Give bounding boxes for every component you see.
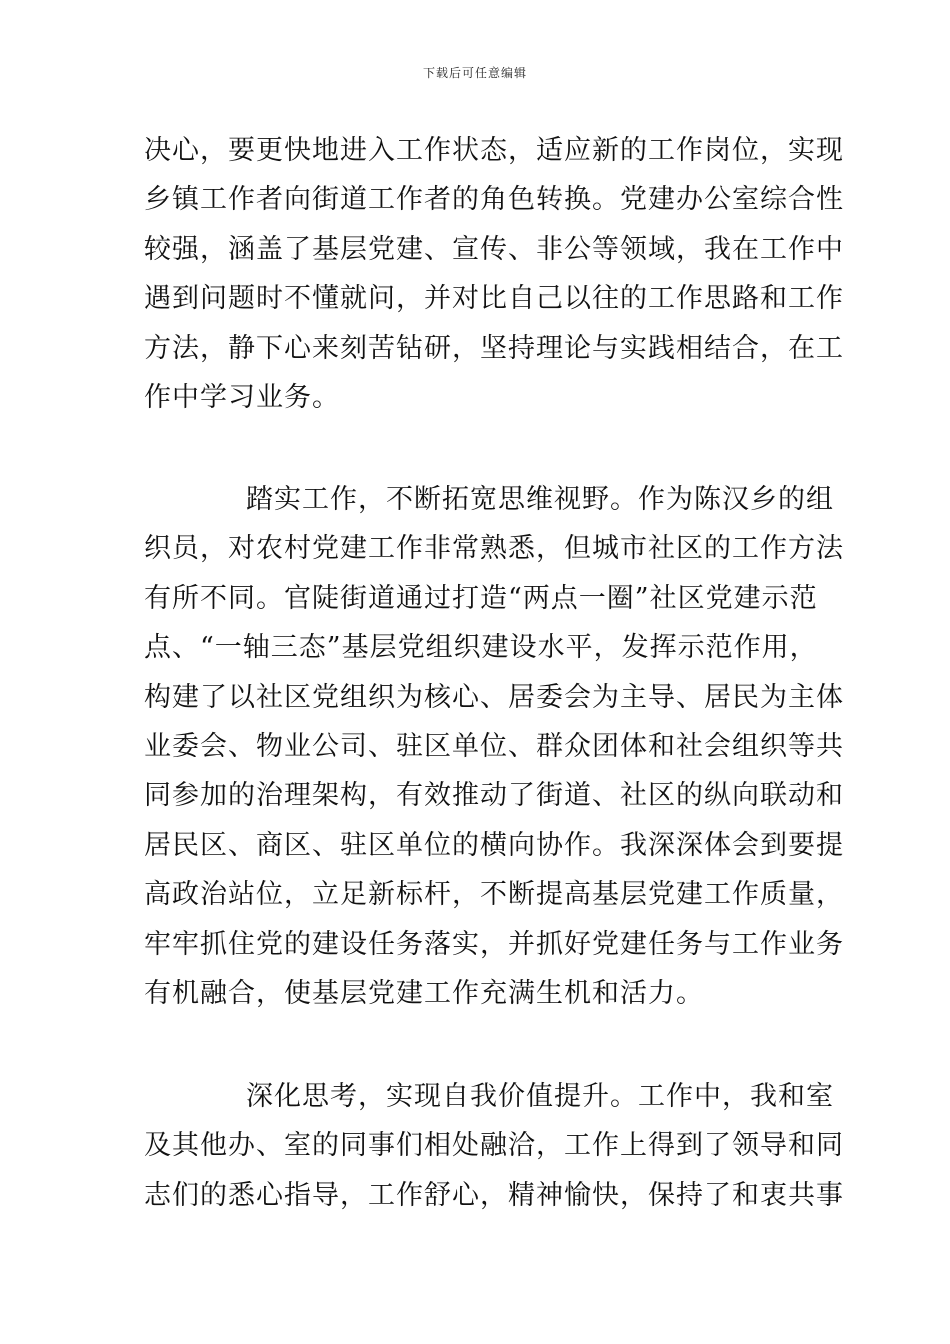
page-header: 下载后可任意编辑 [422, 66, 527, 80]
paragraph-line: 作中学习业务。 [144, 381, 340, 413]
paragraph-line: 遇到问题时不懂就问，并对比自己以往的工作思路和工作 [144, 283, 844, 315]
paragraph-line: 踏实工作，不断拓宽思维视野。作为陈汉乡的组 [246, 484, 834, 515]
paragraph-line: 构建了以社区党组织为核心、居委会为主导、居民为主体 [144, 681, 844, 713]
paragraph-line: 志们的悉心指导，工作舒心，精神愉快，保持了和衷共事 [144, 1179, 844, 1211]
paragraph-line: 点、“一轴三态”基层党组织建设水平，发挥示范作用， [144, 632, 818, 664]
paragraph-line: 有机融合，使基层党建工作充满生机和活力。 [144, 977, 704, 1009]
paragraph-line: 有所不同。官陡街道通过打造“两点一圈”社区党建示范 [144, 582, 818, 614]
paragraph-line: 同参加的治理架构，有效推动了街道、社区的纵向联动和 [144, 780, 844, 812]
paragraph-line: 乡镇工作者向街道工作者的角色转换。党建办公室综合性 [144, 184, 844, 216]
paragraph-2 [144, 475, 844, 1018]
paragraph-line: 深化思考，实现自我价值提升。工作中，我和室 [246, 1081, 834, 1112]
paragraph-line: 决心，要更快地进入工作状态，适应新的工作岗位，实现 [144, 135, 844, 166]
paragraph-line: 较强，涵盖了基层党建、宣传、非公等领域，我在工作中 [144, 233, 844, 265]
paragraph-line: 及其他办、室的同事们相处融洽，工作上得到了领导和同 [144, 1130, 844, 1162]
paragraph-3 [144, 1072, 844, 1220]
paragraph-1 [144, 126, 844, 422]
paragraph-line: 高政治站位，立足新标杆，不断提高基层党建工作质量， [144, 879, 844, 911]
paragraph-line: 业委会、物业公司、驻区单位、群众团体和社会组织等共 [144, 730, 844, 762]
paragraph-line: 居民区、商区、驻区单位的横向协作。我深深体会到要提 [144, 829, 844, 861]
paragraph-line: 方法，静下心来刻苦钻研，坚持理论与实践相结合，在工 [144, 332, 844, 364]
paragraph-line: 牢牢抓住党的建设任务落实，并抓好党建任务与工作业务 [144, 928, 844, 960]
paragraph-line: 织员，对农村党建工作非常熟悉，但城市社区的工作方法 [144, 533, 844, 565]
